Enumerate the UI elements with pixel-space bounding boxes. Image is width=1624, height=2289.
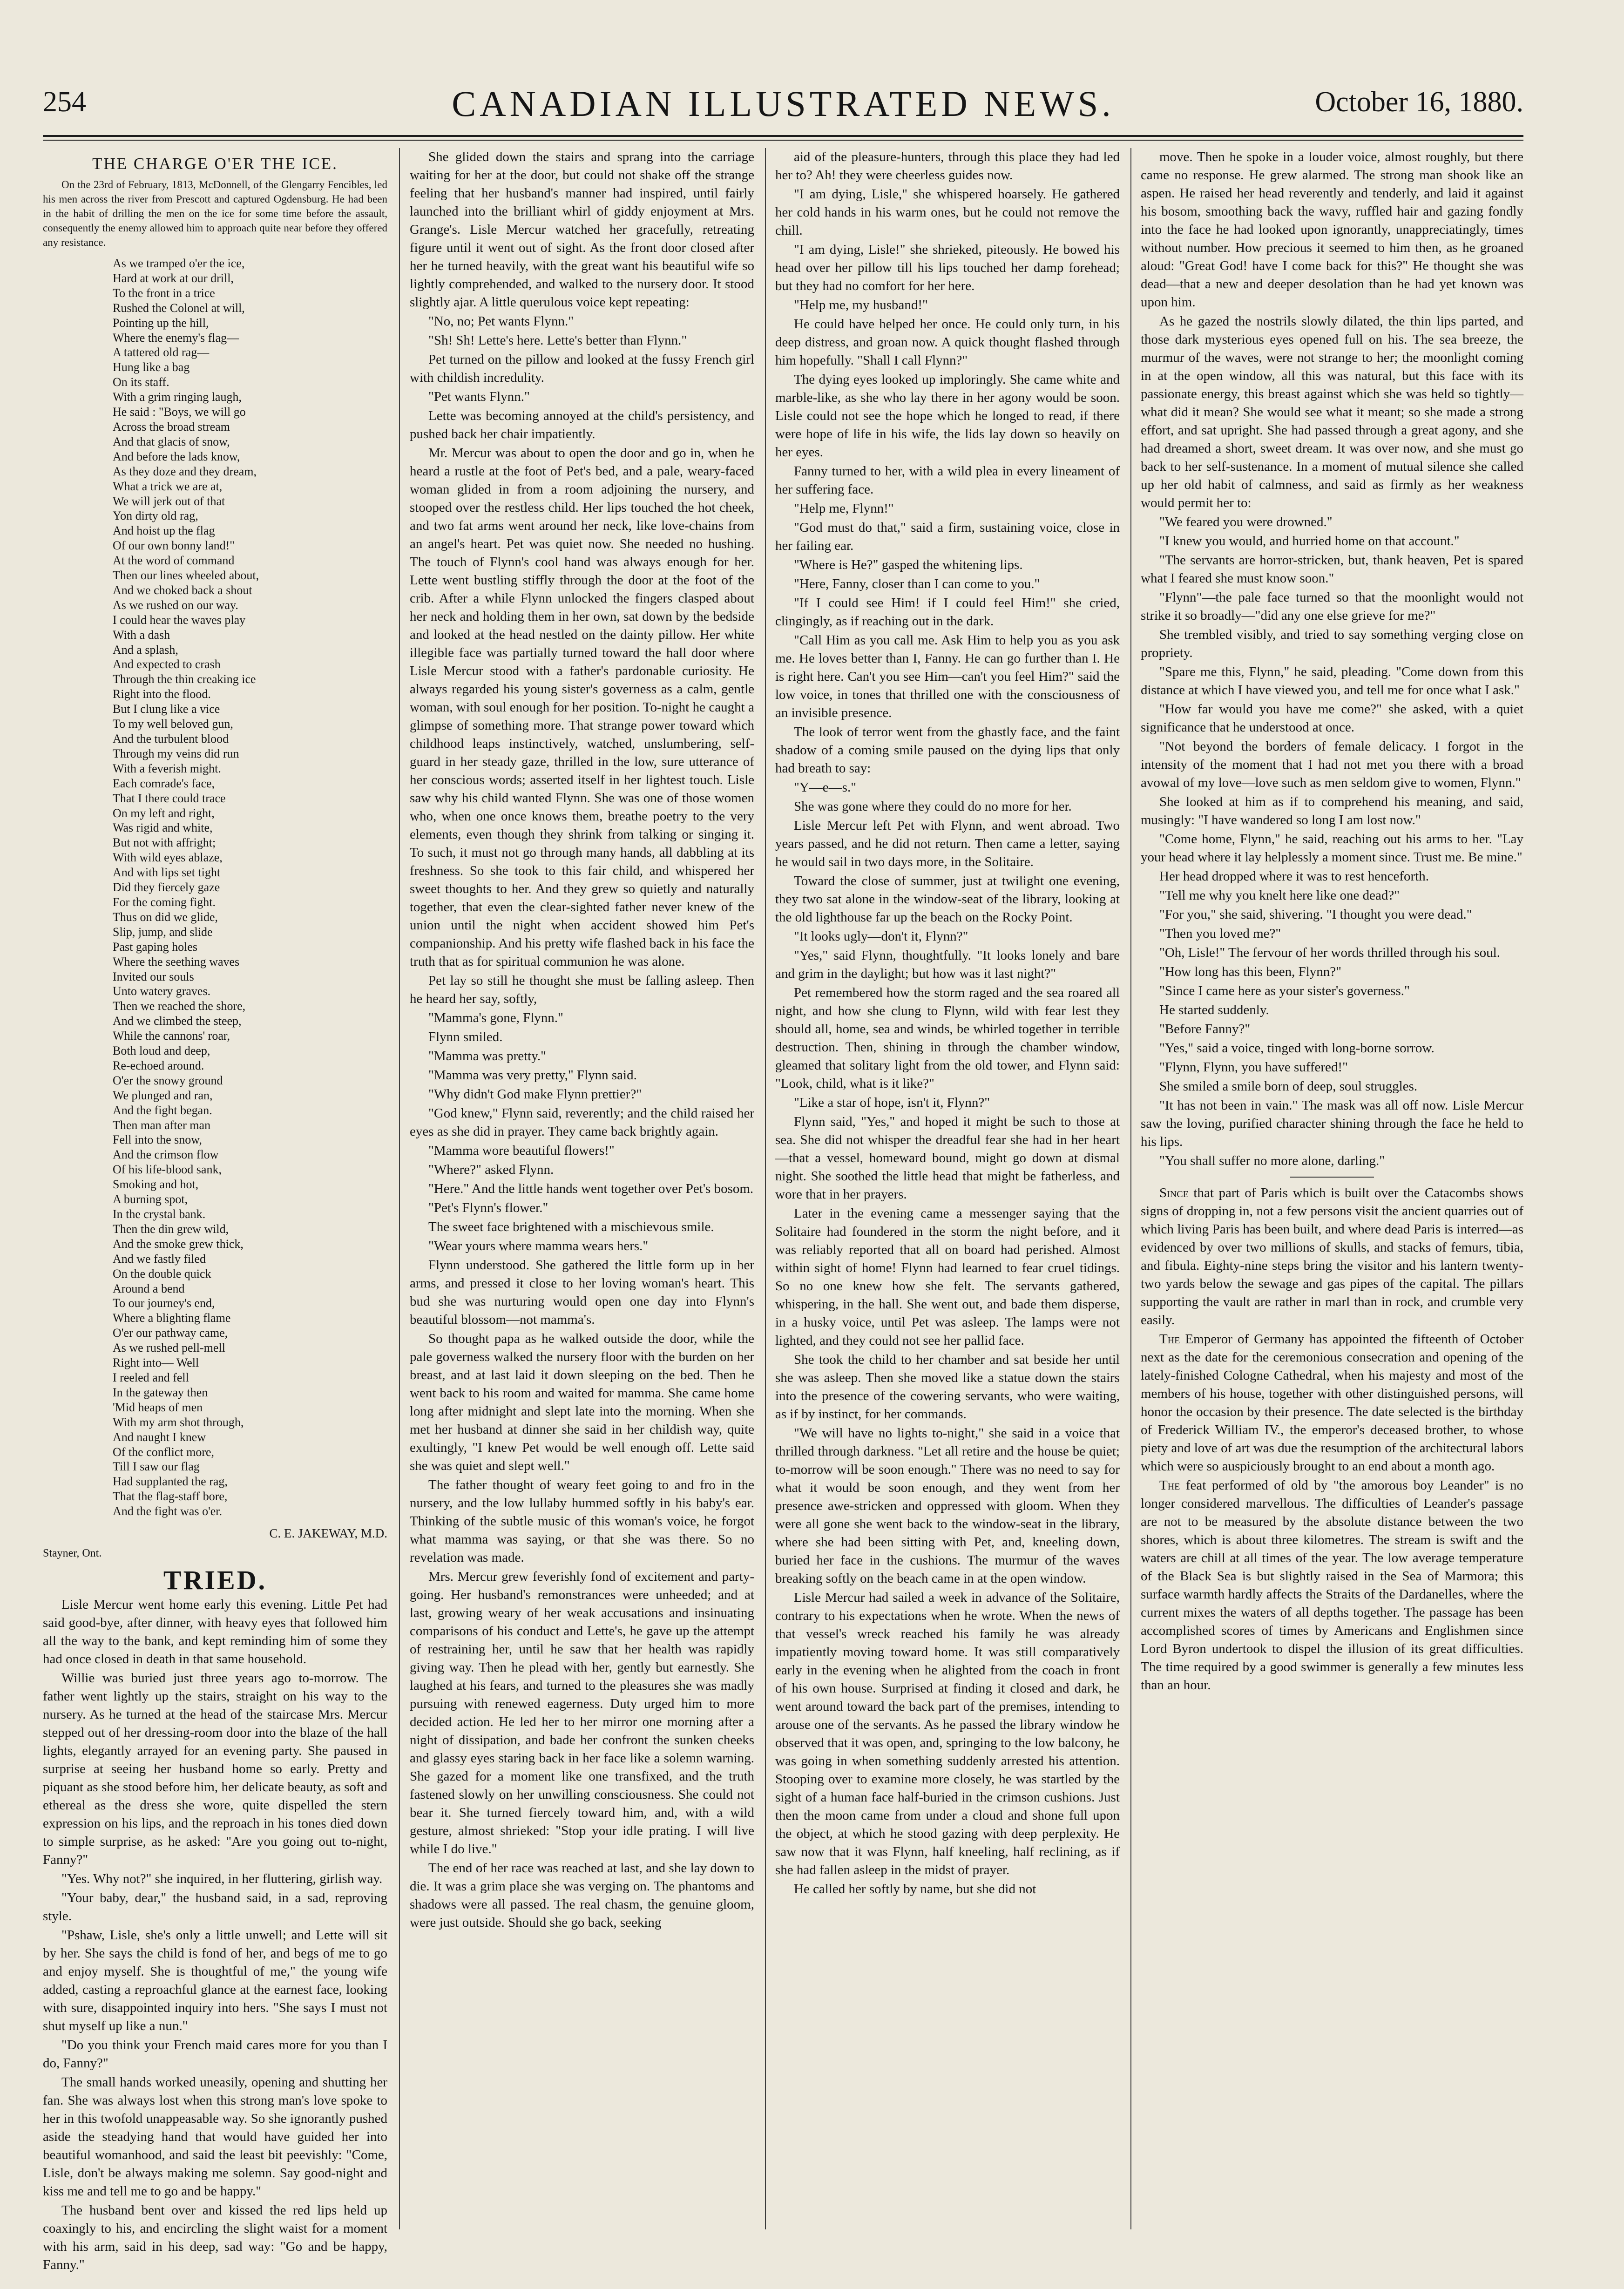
section-separator [1290, 1177, 1374, 1178]
poem-line: With a dash [113, 628, 170, 642]
news-note [1141, 1476, 1523, 1694]
story-paragraph: The dying eyes looked up imploringly. She came white and marble-like, as she who lay there in her agony would be soon. Lisle could not see the hope which he longed to read, if there were hope of life in his wife, the lids lay down so heavily on her eyes. [775, 372, 1120, 460]
poem-line: But I clung like a vice [113, 702, 220, 716]
story-paragraph: Flynn said, "Yes," and hoped it might be such to those at sea. She did not whisper the dreadful fear she had in her heart—that a vessel, homeward bound, might go down at dismal night. She soothed the little head that might be fatherless, and wore that in her prayers. [775, 1114, 1120, 1202]
poem-line: And the fight began. [113, 1103, 212, 1117]
story-paragraph: "Flynn"—the pale face turned so that the moonlight would not strike it so broadly—"did any one else grieve for me?" [1141, 590, 1523, 623]
poem-line: As we rushed pell-mell [113, 1341, 225, 1355]
story-paragraph: She smiled a smile born of deep, soul struggles. [1159, 1079, 1418, 1094]
story-paragraph: The father thought of weary feet going to and fro in the nursery, and the low lullaby hummed softly in his baby's ear. Thinking of the subtle music of this woman's voice, he forgot what mamma was saying, or that she was there. So no revelation was made. [410, 1477, 754, 1565]
poem-line: While the cannons' roar, [113, 1029, 230, 1043]
poem-line: That the flag-staff bore, [113, 1490, 228, 1503]
story-paragraph: "Mamma was very pretty," Flynn said. [428, 1068, 637, 1083]
page-number: 254 [43, 86, 86, 118]
note-lead-word: Since [1159, 1185, 1189, 1200]
story-paragraph: move. Then he spoke in a louder voice, almost roughly, but there came no response. He grew alarmed. The strong man shook like an aspen. He raised her head reverently and tenderly, and laid it against his bosom, smoothing back the wavy, ruffled hair and gazing fondly into the face he had looked upon ignorantly, unappreciatingly, times without number. How precious it seemed to him then, as he groaned aloud: "Great God! have I come back for this?" He thought she was dead—that a new and deeper desolation than he had yet known was upon him. [1141, 149, 1523, 310]
poem-line: A tattered old rag— [113, 345, 210, 359]
story-paragraph: "Pet's Flynn's flower." [428, 1200, 548, 1215]
poem-line: Then man after man [113, 1118, 211, 1132]
story-paragraph: "Tell me why you knelt here like one dead?" [1159, 888, 1400, 903]
story-paragraph: "We will have no lights to-night," she said in a voice that thrilled through darkness. "Let all retire and the house be quiet; to-morrow will be soon enough." There was no need to say for what it would be soon enough, and they went from her presence awe-stricken and oppressed with gloom. When they were all gone she went back to the window-seat in the library, where she had been sitting with Pet, and, kneeling down, buried her face in the cushions. The murmur of the waves breaking softly on the beach came in at the open window. [775, 1426, 1120, 1586]
poem-line: And expected to crash [113, 657, 221, 671]
story-paragraph: "Before Fanny?" [1159, 1022, 1251, 1036]
column-divider [1130, 148, 1131, 2229]
poem-line: Had supplanted the rag, [113, 1475, 228, 1489]
story-paragraph: "Spare me this, Flynn," he said, pleading. "Come down from this distance at which I have viewed you, and tell me for once what I ask." [1141, 664, 1523, 698]
story-paragraph: She looked at him as if to comprehend his meaning, and said, musingly: "I have wandered so long I am lost now." [1141, 794, 1523, 827]
poem-line: Pointing up the hill, [113, 316, 209, 330]
poem-line: Then we reached the shore, [113, 999, 246, 1013]
poem-line: At the word of command [113, 554, 235, 568]
poem-line: Of our own bonny land!" [113, 539, 235, 553]
story-paragraph: "Sh! Sh! Lette's here. Lette's better than Flynn." [428, 333, 687, 348]
poem-line: Invited our souls [113, 969, 194, 983]
poem-lines [113, 256, 387, 1519]
poem-line: And the fight was o'er. [113, 1504, 223, 1518]
story-paragraph: "Here." And the little hands went together over Pet's bosom. [428, 1181, 754, 1196]
poem-line: And with lips set tight [113, 866, 221, 880]
issue-date: October 16, 1880. [1315, 86, 1523, 118]
poem-line: Hard at work at our drill, [113, 271, 234, 285]
story-paragraph: Mrs. Mercur grew feverishly fond of excitement and party-going. Her husband's remonstrances were unheeded; and at last, growing weary of her weak accusations and insinuating comparisons of his conduct and Lette's, he gave up the attempt of restraining her, until he saw that her health was rapidly giving way. Then he plead with her, gently but earnestly. She laughed at his fears, and turned to the pleasures she was madly pursuing with renewed eagerness. Duty urged him to more decided action. He led her to her mirror one morning after a night of dissipation, and bade her confront the sunken cheeks and glassy eyes staring back in her face like a solemn warning. She gazed for a moment like one transfixed, and the truth fastened slowly on her unwilling consciousness. She could not bear it. She turned fiercely toward him, and, with a wild gesture, almost shrieked: "Stop your idle prating. I will live while I do live." [410, 1569, 754, 1856]
poem-line: I reeled and fell [113, 1370, 189, 1384]
story-paragraph: Lisle Mercur left Pet with Flynn, and went abroad. Two years passed, and he did not return. Then came a letter, saying he would sail in two days more, in the Solitaire. [775, 818, 1120, 869]
story-column-4 [1141, 148, 1523, 1170]
poem-place: Stayner, Ont. [43, 1547, 102, 1560]
note-lead-word: The [1159, 1332, 1180, 1347]
poem-line: Till I saw our flag [113, 1460, 200, 1474]
poem-line: 'Mid heaps of men [113, 1400, 203, 1414]
story-paragraph: "God knew," Flynn said, reverently; and the child raised her eyes as she did in prayer. They came back brightly again. [410, 1106, 754, 1139]
story-paragraph: "God must do that," said a firm, sustaining voice, close in her failing ear. [775, 520, 1120, 553]
poem-line: Right into the flood. [113, 687, 211, 701]
column-divider [399, 148, 400, 2229]
story-paragraph: He could have helped her once. He could only turn, in his deep distress, and groan now. A quick thought flashed through him hopefully. "Shall I call Flynn?" [775, 317, 1120, 368]
story-paragraph: She trembled visibly, and tried to say something verging close on propriety. [1141, 627, 1523, 660]
poem-line: And the smoke grew thick, [113, 1237, 244, 1251]
poem-line: Fell into the snow, [113, 1133, 202, 1147]
poem-line: Slip, jump, and slide [113, 925, 213, 939]
story-paragraph: "Here, Fanny, closer than I can come to you." [794, 576, 1040, 591]
story-paragraph: As he gazed the nostrils slowly dilated, the thin lips parted, and those dark mysterious eyes opened full on his. The sea breeze, the murmur of the waves, were not strange to her; the moonlight coming in at the open window, all this was natural, but this face with its passionate energy, this breast against which she was held so tightly—what did it mean? She would see what it meant; so she made a strong effort, and sat upright. She had passed through a great agony, and she had dreamed a short, sweet dream. It was over now, and she must go back to her self-sustenance. In a moment of mutual silence she called up her old habit of calmness, and said as firmly as her weakness would permit her to: [1141, 314, 1523, 510]
poem-line: On its staff. [113, 375, 169, 389]
story-paragraph: The end of her race was reached at last, and she lay down to die. It was a grim place she was verging on. The phantoms and shadows were all passed. The real chasm, the genuine gloom, were just outside. Should she go back, seeking [410, 1861, 754, 1930]
poem-line: As we tramped o'er the ice, [113, 257, 245, 270]
poem-line: Right into— Well [113, 1356, 199, 1370]
poem-title: THE CHARGE O'ER THE ICE. [92, 155, 338, 173]
poem-line: Through my veins did run [113, 746, 239, 760]
story-paragraph: She took the child to her chamber and sat beside her until she was asleep. Then she moved like a statue down the stairs into the presence of the cowering servants, who were waiting, as if by instinct, for her commands. [775, 1352, 1120, 1422]
poem-line: Re-echoed around. [113, 1058, 204, 1072]
poem-line: As they doze and they dream, [113, 464, 257, 478]
poem-line: As we rushed on our way. [113, 598, 238, 612]
poem-line: Was rigid and white, [113, 821, 213, 835]
story-paragraph: "How long has this been, Flynn?" [1159, 964, 1341, 979]
poem-line: And we choked back a shout [113, 583, 252, 597]
poem-line: On my left and right, [113, 806, 215, 820]
story-paragraph: So thought papa as he walked outside the door, while the pale governess walked the nursery floor with the burden on her breast, and at last laid it down sleeping on the bed. Then he went back to his room and waited for mamma. She came home long after midnight and slept late into the morning. When she met her husband at dinner she said in her childish way, quite exultingly, "I knew Pet would be well enough off. Lette said she was quiet and slept well." [410, 1331, 754, 1473]
story-paragraph: "You shall suffer no more alone, darling." [1159, 1153, 1385, 1168]
story-paragraph: "Where?" asked Flynn. [428, 1162, 554, 1177]
poem-line: And hoist up the flag [113, 524, 215, 538]
note-lead-word: The [1159, 1478, 1180, 1493]
poem-line: Hung like a bag [113, 360, 190, 374]
story-paragraph: He started suddenly. [1159, 1002, 1269, 1017]
story-paragraph: Willie was buried just three years ago to-morrow. The father went lightly up the stairs, straight on his way to the nursery. As he turned at the head of the staircase Mrs. Mercur stepped out of her dressing-room door into the blaze of the hall lights, elegantly arrayed for an evening party. She paused in surprise at seeing her husband home so early. Pretty and piquant as she stood before him, her delicate beauty, as soft and ethereal as the dress she wore, quite dispelled the stern expression on his lips, and the reproach in his tones died down to simple surprise, as he asked: "Are you going out to-night, Fanny?" [43, 1671, 387, 1868]
poem-line: We will jerk out of that [113, 494, 225, 508]
story-paragraph: "Like a star of hope, isn't it, Flynn?" [794, 1095, 990, 1110]
story-paragraph: "Help me, my husband!" [794, 298, 928, 312]
story-paragraph: The small hands worked uneasily, opening and shutting her fan. She was always lost when this strong man's love spoke to her in this twofold unappeasable way. So she ignorantly pushed aside the steadying hand that would have guided her into beautiful womanhood, and said the least bit peevishly: "Come, Lisle, don't be always making me solemn. Say good-night and kiss me and tell me to go and be happy." [43, 2075, 387, 2199]
poem-line: He said : "Boys, we will go [113, 405, 246, 419]
poem-line: Through the thin creaking ice [113, 672, 256, 686]
poem-line: Around a bend [113, 1281, 185, 1295]
story-paragraph: "Oh, Lisle!" The fervour of her words thrilled through his soul. [1159, 945, 1500, 960]
story-paragraph: "Pshaw, Lisle, she's only a little unwell; and Lette will sit by her. She says the child is fond of her, and begs of me to go and enjoy myself. She is thoughtful of me," the young wife added, casting a reproachful glance at the earnest face, looking with sure, disappointed inquiry into hers. "She says I must not shut myself up like a nun." [43, 1928, 387, 2034]
poem-line: O'er our pathway came, [113, 1326, 228, 1340]
poem-line: In the gateway then [113, 1385, 208, 1399]
story-paragraph: "Then you loved me?" [1159, 926, 1281, 941]
poem-line: Then our lines wheeled about, [113, 569, 259, 582]
story-paragraph: Pet turned on the pillow and looked at the fussy French girl with childish incredulity. [410, 352, 754, 385]
story-paragraph: Pet lay so still he thought she must be falling asleep. Then he heard her say, softly, [410, 973, 754, 1006]
poem-line: In the crystal bank. [113, 1207, 206, 1221]
story-paragraph: "Not beyond the borders of female delicacy. I forgot in the intensity of the moment that I had not met you there with a broad avowal of my love—love such as men seldom give to women, Flynn." [1141, 739, 1523, 790]
poem-line: Thus on did we glide, [113, 910, 218, 924]
poem-signature: C. E. JAKEWAY, M.D. [269, 1526, 387, 1541]
story-paragraph: The husband bent over and kissed the red lips held up coaxingly to his, and encircling the slight waist for a moment with his arm, said in his deep, sad way: "Go and be happy, Fanny." [43, 2203, 387, 2273]
story-paragraph: "Since I came here as your sister's governess." [1159, 983, 1410, 998]
story-paragraph: "Yes," said a voice, tinged with long-borne sorrow. [1159, 1041, 1435, 1056]
news-notes [1141, 1184, 1523, 1694]
poem-line: With a feverish might. [113, 761, 221, 775]
column-divider [765, 148, 766, 2229]
story-title: TRIED. [163, 1565, 267, 1596]
story-paragraph: "Help me, Flynn!" [794, 501, 894, 516]
masthead-title: CANADIAN ILLUSTRATED NEWS. [452, 83, 1115, 124]
poem-line: We plunged and ran, [113, 1088, 213, 1102]
story-paragraph: "For you," she said, shivering. "I thought you were dead." [1159, 907, 1472, 922]
story-paragraph: He called her softly by name, but she did not [794, 1882, 1036, 1896]
story-paragraph: "It looks ugly—don't it, Flynn?" [794, 929, 968, 944]
poem-line: Then the din grew wild, [113, 1222, 229, 1236]
poem-line: Unto watery graves. [113, 984, 211, 998]
story-paragraph: "Y—e—s." [794, 780, 857, 795]
story-paragraph: The look of terror went from the ghastly face, and the faint shadow of a coming smile paused on the dying lips that only had breath to say: [775, 725, 1120, 776]
poem-line: Yon dirty old rag, [113, 509, 198, 523]
poem-line: Did they fiercely gaze [113, 880, 220, 894]
poem-line: Across the broad stream [113, 420, 230, 433]
story-column-1 [43, 1596, 387, 2274]
poem-line: With my arm shot through, [113, 1415, 244, 1429]
story-paragraph: Flynn understood. She gathered the little form up in her arms, and pressed it close to her loving woman's heart. This bud she was nurturing would open one day into Flynn's beautiful blossom—not mamma's. [410, 1258, 754, 1327]
poem-line: Where the enemy's flag— [113, 331, 239, 345]
note-text: that part of Paris which is built over the Catacombs shows signs of dropping in, not a few persons visit the ancient quarries out of which living Paris has been built, and where dead Paris is interred—as evidenced by over two millions of skulls, and stacks of femurs, tibia, and fibula. Eighty-nine steps bring the visitor and his lantern twenty-two yards below the sewage and gas pipes of the capital. The pillars supporting the vault are rather in marl than in rock, and crumble very easily. [1141, 1185, 1523, 1327]
column-1 [43, 148, 387, 2275]
story-paragraph: Toward the close of summer, just at twilight one evening, they two sat alone in the window-seat of the library, looking at the old lighthouse far up the beach on the Rocky Point. [775, 874, 1120, 925]
story-paragraph: Lisle Mercur went home early this evening. Little Pet had said good-bye, after dinner, with heavy eyes that followed him all the way to the bank, and kept reminding him of some they had once closed in death in that same household. [43, 1597, 387, 1667]
story-paragraph: "It has not been in vain." The mask was all off now. Lisle Mercur saw the loving, purified character shining through the face he held to his lips. [1141, 1098, 1523, 1149]
story-paragraph: "Mamma wore beautiful flowers!" [428, 1143, 615, 1158]
story-paragraph: "Why didn't God make Flynn prettier?" [428, 1087, 642, 1102]
poem-line: To our journey's end, [113, 1296, 215, 1310]
poem-line: And the turbulent blood [113, 732, 229, 745]
poem-line: And before the lads know, [113, 449, 240, 463]
header-rule-thin [43, 140, 1523, 141]
poem-line: And that glacis of snow, [113, 434, 230, 448]
page-header [43, 83, 1523, 139]
poem-line: Rushed the Colonel at will, [113, 301, 245, 315]
story-paragraph: "Call Him as you call me. Ask Him to help you as you ask me. He loves better than I, Fanny. He can go further than I. He is right here. Can't you see Him—can't you feel Him?" said the low voice, in tones that thrilled one with the consciousness of an invisible presence. [775, 633, 1120, 720]
story-paragraph: aid of the pleasure-hunters, through this place they had led her to? Ah! they were cheerless guides now. [775, 149, 1120, 183]
poem-line: That I there could trace [113, 791, 226, 805]
header-rule [43, 135, 1523, 137]
poem-line: But not with affright; [113, 836, 216, 850]
note-text: Emperor of Germany has appointed the fifteenth of October next as the date for the ceremonious consecration and opening of the lately-finished Cologne Cathedral, when his majesty and most of the members of his house, together with other distinguished persons, will honor the occasion by their presence. The date selected is the birthday of Frederick William IV., the emperor's deceased brother, to whose piety and love of art was due the resumption of the architectural labors which were so auspiciously brought to an end about a month ago. [1141, 1332, 1523, 1474]
story-paragraph: "Wear yours where mamma wears hers." [428, 1239, 649, 1253]
story-paragraph: "Mamma's gone, Flynn." [428, 1010, 563, 1025]
poem-line: Both loud and deep, [113, 1044, 210, 1058]
poem-line: And we fastly filed [113, 1252, 206, 1266]
story-paragraph: "How far would you have me come?" she asked, with a quiet significance that he understood at once. [1141, 702, 1523, 735]
poem-line: A burning spot, [113, 1192, 188, 1206]
poem-line: With wild eyes ablaze, [113, 851, 223, 865]
poem-line: With a grim ringing laugh, [113, 390, 242, 404]
poem-line: And naught I knew [113, 1430, 206, 1444]
poem-intro: On the 23rd of February, 1813, McDonnell, of the Glengarry Fencibles, led his men across the river from Prescott and captured Ogdensburg. He had been in the habit of drilling the men on the ice for some time before the assault, consequently the enemy allowed him to approach quite near before they offered any resistance. [43, 179, 387, 248]
story-paragraph: "The servants are horror-stricken, but, thank heaven, Pet is spared what I feared she must know soon." [1141, 553, 1523, 586]
poem-line: Each comrade's face, [113, 776, 215, 790]
story-paragraph: She was gone where they could do no more for her. [794, 799, 1072, 814]
column-3 [775, 148, 1120, 1899]
story-paragraph: "Flynn, Flynn, you have suffered!" [1159, 1060, 1348, 1075]
poem-line: Of the conflict more, [113, 1445, 215, 1459]
story-paragraph: Her head dropped where it was to rest henceforth. [1159, 869, 1429, 884]
story-paragraph: Later in the evening came a messenger saying that the Solitaire had foundered in the storm the night before, and it was reliably reported that all on board had perished. Almost within sight of home! Flynn had learned to fear cruel tidings. So no one knew how she felt. The servants gathered, whispering, in the hall. She went out, and bade them disperse, in a husky voice, until Pet was asleep. The lamps were not lighted, and they could not see her pallid face. [775, 1206, 1120, 1348]
story-paragraph: "Yes. Why not?" she inquired, in her fluttering, girlish way. [61, 1871, 383, 1887]
story-paragraph: She glided down the stairs and sprang into the carriage waiting for her at the door, but could not shake off the strange feeling that her husband's manner had inspired, until fairly launched into the brilliant whirl of giddy enjoyment at Mrs. Grange's. Lisle Mercur watched her gracefully, retreating figure until it went out of sight. As the front door closed after her he turned heavily, with the great want his beautiful wife so lightly comprehended, and walked to the nursery door. It stood slightly ajar. A little querulous voice kept repeating: [410, 149, 754, 310]
story-paragraph: "Pet wants Flynn." [428, 389, 530, 404]
story-paragraph: Fanny turned to her, with a wild plea in every lineament of her suffering face. [775, 464, 1120, 497]
story-paragraph: "No, no; Pet wants Flynn." [428, 314, 574, 329]
poem-line: What a trick we are at, [113, 479, 223, 493]
note-text: feat performed of old by "the amorous boy Leander" is no longer considered marvellous. The difficulties of Leander's passage are not to be measured by the absolute distance between the two shores, which is about three kilometres. The stream is swift and the waters are chill at all times of the year. The low average temperature of the Black Sea is but slightly raised in the Sea of Marmora; this surface warmth hardly affects the Straits of the Dardanelles, where the current mixes the waters of all depths together. The passage has been accomplished scores of times by Americans and Englishmen since Lord Byron undertook to dispel the illusion of its great difficulties. The time required by a good swimmer is generally a few minutes less than an hour. [1141, 1478, 1523, 1693]
story-paragraph: "I knew you would, and hurried home on that account." [1159, 534, 1460, 549]
poem-line: For the coming fight. [113, 895, 216, 909]
poem-line: And the crimson flow [113, 1148, 219, 1162]
story-paragraph: "We feared you were drowned." [1159, 515, 1333, 529]
news-note [1141, 1330, 1523, 1476]
poem-line: To the front in a trice [113, 286, 215, 300]
story-paragraph: "Do you think your French maid cares more for you than I do, Fanny?" [43, 2038, 387, 2071]
story-paragraph: The sweet face brightened with a mischievous smile. [428, 1219, 714, 1234]
story-paragraph: Lisle Mercur had sailed a week in advance of the Solitaire, contrary to his expectations when he wrote. When the news of that vessel's wreck reached his family he was already impatiently moving toward home. It was still comparatively early in the evening when he alighted from the coach in front of his own house. Surprised at finding it closed and dark, he went around toward the back part of the premises, intending to arouse one of the servants. As he passed the library window he observed that it was open, and, springing to the low balcony, he was going in when something suddenly arrested his attention. Stooping over to examine more closely, he was startled by the sight of a human face half-buried in the crimson cushions. Just then the moon came from under a cloud and shone full upon the object, at which he stood gazing with deep perplexity. He saw now that it was Flynn, half kneeling, half reclining, as if she had fallen asleep in the midst of prayer. [775, 1590, 1120, 1877]
poem-line: Where the seething waves [113, 955, 240, 968]
column-2 [410, 148, 754, 1933]
poem-line: Smoking and hot, [113, 1178, 199, 1192]
poem-line: On the double quick [113, 1266, 211, 1280]
story-paragraph: "I am dying, Lisle!" she shrieked, piteously. He bowed his head over her pillow till his lips touched her damp forehead; but they had no comfort for her here. [775, 242, 1120, 293]
column-4 [1141, 148, 1523, 1695]
poem-line: And we climbed the steep, [113, 1014, 242, 1028]
poem-line: I could hear the waves play [113, 613, 246, 627]
poem-line: Of his life-blood sank, [113, 1163, 222, 1177]
story-paragraph: "Come home, Flynn," he said, reaching out his arms to her. "Lay your head where it lay helplessly a moment since. Trust me. Be mine." [1141, 832, 1523, 865]
story-paragraph: "Your baby, dear," the husband said, in a sad, reproving style. [43, 1890, 387, 1924]
poem-line: O'er the snowy ground [113, 1073, 223, 1087]
story-paragraph: "Yes," said Flynn, thoughtfully. "It looks lonely and bare and grim in the daylight; but how was it last night?" [775, 948, 1120, 981]
story-paragraph: "I am dying, Lisle," she whispered hoarsely. He gathered her cold hands in his warm ones, but he could not remove the chill. [775, 187, 1120, 238]
story-paragraph: Lette was becoming annoyed at the child's persistency, and pushed back her chair impatiently. [410, 408, 754, 441]
story-paragraph: "Where is He?" gasped the whitening lips. [794, 557, 1023, 572]
story-paragraph: Pet remembered how the storm raged and the sea roared all night, and how she clung to Flynn, wild with fear lest they should all, home, sea and winds, be whirled together in terrible destruction. Then, shining in through the chamber window, gleamed that solitary light from the old tower, and Flynn said: "Look, child, what is it like?" [775, 985, 1120, 1091]
poem-line: Past gaping holes [113, 940, 197, 954]
news-note [1141, 1184, 1523, 1329]
poem-line: To my well beloved gun, [113, 717, 233, 731]
poem-line: And a splash, [113, 643, 178, 657]
story-paragraph: "If I could see Him! if I could feel Him!" she cried, clingingly, as if reaching out in the dark. [775, 596, 1120, 629]
poem-line: Where a blighting flame [113, 1311, 231, 1325]
story-paragraph: "Mamma was pretty." [428, 1049, 546, 1063]
story-paragraph: Flynn smiled. [428, 1029, 503, 1044]
story-paragraph: Mr. Mercur was about to open the door and go in, when he heard a rustle at the foot of Pet's bed, and a pale, weary-faced woman glided in from a room adjoining the nursery, and stooped over the restless child. Her lips touched the hot cheek, and two fat arms went around her neck, like love-chains from an angel's heart. Pet was quiet now. She needed no hushing. The touch of Flynn's cool hand was always enough for her. Lette went bustling stiffly through the door at the foot of the crib. After a while Flynn unlocked the fingers clasped about her neck and holding them in her own, sat down by the bedside and looked at the head nestled on the dainty pillow. Her white illegible face was partially turned toward the hall door where Lisle Mercur stood with a father's pardonable curiosity. He always regarded his young sister's governess as a calm, gentle woman, with soul enough for her position. To-night he caught a glimpse of something more. That strange power toward which childhood leaps instinctively, watched, unslumbering, self-guard in her steady gaze, thrilled in the low, sure utterance of her conscious words; asserted itself in her lightest touch. Lisle saw why his child wanted Flynn. She was one of those women who, when one once knows them, breathe poetry to the very elements, even though they shrink from talking or singing it. To such, it must not go through many hands, all dabbling at its freshness. So she took to this fair child, and whispered her sweet thoughts to her. And they grew so quietly and naturally together, that even the clear-sighted father never knew of the union until the night when accident showed him Pet's companionship. And his pretty wife flashed back in his face the truth that as for spiritual communion he was alone. [410, 446, 754, 969]
